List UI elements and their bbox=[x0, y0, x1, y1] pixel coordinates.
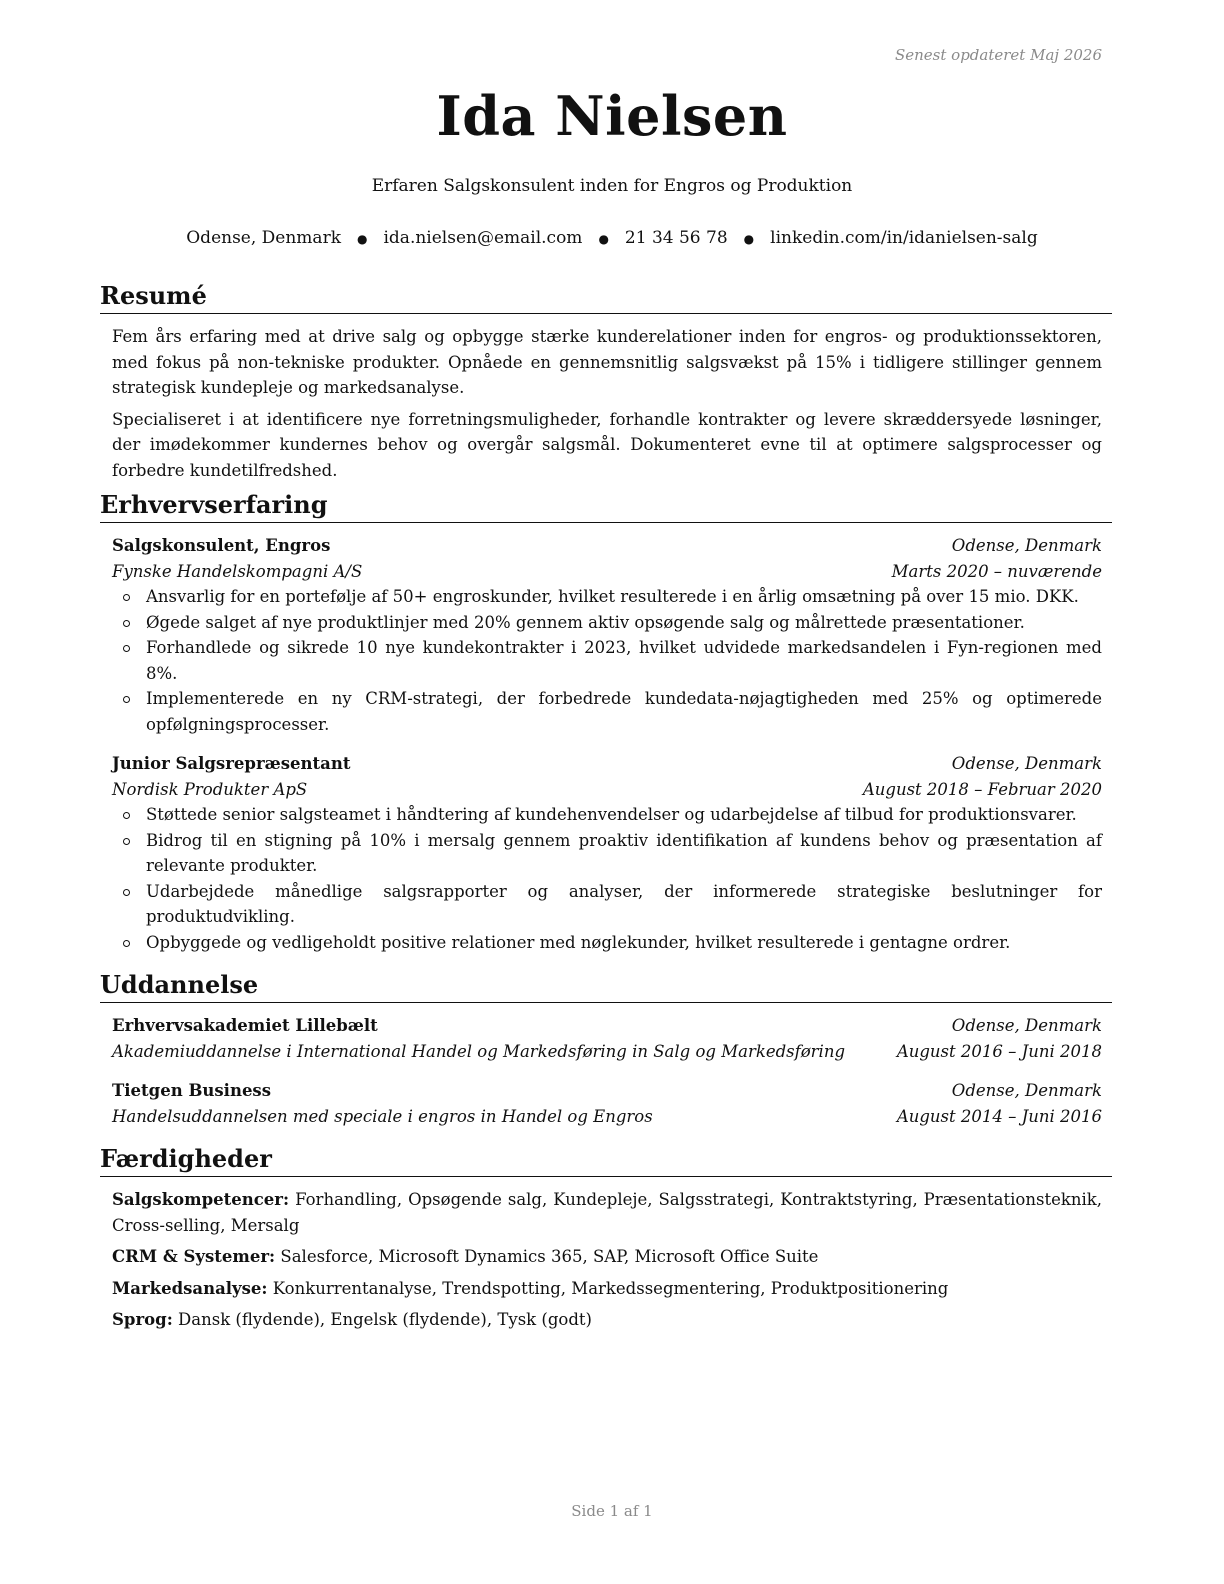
education-section bbox=[100, 969, 1112, 1129]
job-bullets bbox=[112, 584, 1102, 737]
job-entry bbox=[100, 751, 1112, 955]
skill-value: Konkurrentanalyse, Trendspotting, Markedssegmentering, Produktpositionering bbox=[272, 1278, 949, 1298]
job-role: Salgskonsulent, Engros bbox=[112, 536, 331, 555]
job-bullets bbox=[112, 802, 1102, 955]
job-entry bbox=[100, 533, 1112, 737]
education-subheader bbox=[112, 1039, 1102, 1065]
job-dates: August 2018 – Februar 2020 bbox=[862, 779, 1102, 799]
degree-name: Akademiuddannelse i International Handel og Markedsføring in Salg og Markedsføring bbox=[112, 1041, 846, 1061]
list-item: Opbyggede og vedligeholdt positive relationer med nøglekunder, hvilket resulterede i gentagne ordrer. bbox=[112, 930, 1102, 956]
section-title-experience: Erhvervserfaring bbox=[100, 489, 1112, 523]
job-header bbox=[112, 751, 1102, 777]
last-updated: Senest opdateret Maj 2026 bbox=[894, 46, 1102, 64]
list-item: Bidrog til en stigning på 10% i mersalg gennem proaktiv identifikation af kundens behov og præsentation af relevante produkter. bbox=[112, 828, 1102, 879]
separator-bullet-icon: ● bbox=[743, 231, 755, 246]
page-number: Side 1 af 1 bbox=[571, 1502, 653, 1520]
resume-content bbox=[100, 280, 1112, 1339]
summary-body bbox=[100, 324, 1112, 483]
separator-bullet-icon: ● bbox=[357, 231, 368, 246]
list-item: Udarbejdede månedlige salgsrapporter og analyser, der informerede strategiske beslutninger for produktudvikling. bbox=[112, 879, 1102, 930]
skill-value: Forhandling, Opsøgende salg, Kundepleje, Salgsstrategi, Kontraktstyring, Præsentationsteknik, Cross-selling, Mersalg bbox=[112, 1190, 1102, 1235]
job-header bbox=[112, 533, 1102, 559]
contact-linkedin[interactable]: linkedin.com/in/idanielsen-salg bbox=[770, 228, 1038, 248]
job-subheader bbox=[112, 559, 1102, 585]
skills-section bbox=[100, 1143, 1112, 1333]
section-title-skills: Færdigheder bbox=[100, 1143, 1112, 1177]
education-entry bbox=[100, 1013, 1112, 1064]
education-entry bbox=[100, 1078, 1112, 1129]
school-name: Erhvervsakademiet Lillebælt bbox=[112, 1016, 378, 1035]
school-location: Odense, Denmark bbox=[951, 1016, 1102, 1035]
skill-label: Salgskompetencer: bbox=[112, 1190, 290, 1209]
list-item: Ansvarlig for en portefølje af 50+ engroskunder, hvilket resulterede i en årlig omsætning på over 15 mio. DKK. bbox=[112, 584, 1102, 610]
skill-group bbox=[100, 1187, 1112, 1238]
section-title-education: Uddannelse bbox=[100, 969, 1112, 1003]
education-header bbox=[112, 1013, 1102, 1039]
skill-group bbox=[100, 1276, 1112, 1302]
section-title-summary: Resumé bbox=[100, 280, 1112, 314]
skill-value: Dansk (flydende), Engelsk (flydende), Tysk (godt) bbox=[178, 1310, 592, 1329]
experience-section bbox=[100, 489, 1112, 955]
candidate-name: Ida Nielsen bbox=[436, 84, 788, 148]
list-item: Øgede salget af nye produktlinjer med 20% gennem aktiv opsøgende salg og målrettede præsentationer. bbox=[112, 610, 1102, 636]
education-header bbox=[112, 1078, 1102, 1104]
job-company: Nordisk Produkter ApS bbox=[112, 779, 308, 799]
list-item: Forhandlede og sikrede 10 nye kundekontrakter i 2023, hvilket udvidede markedsandelen i Fyn-regionen med 8%. bbox=[112, 635, 1102, 686]
list-item: Støttede senior salgsteamet i håndtering af kundehenvendelser og udarbejdelse af tilbud for produktionsvarer. bbox=[112, 802, 1102, 828]
summary-paragraph: Fem års erfaring med at drive salg og opbygge stærke kunderelationer inden for engros- og produktionssektoren, med fokus på non-tekniske produkter. Opnåede en gennemsnitlig salgsvækst på 15% i tidligere stillinger gennem strategisk kundepleje og markedsanalyse. bbox=[112, 327, 1102, 397]
skill-group bbox=[100, 1307, 1112, 1333]
job-location: Odense, Denmark bbox=[951, 754, 1102, 773]
education-dates: August 2016 – Juni 2018 bbox=[896, 1041, 1102, 1061]
skill-label: Sprog: bbox=[112, 1310, 173, 1329]
job-dates: Marts 2020 – nuværende bbox=[891, 561, 1102, 581]
summary-section bbox=[100, 280, 1112, 483]
skill-group bbox=[100, 1244, 1112, 1270]
education-subheader bbox=[112, 1104, 1102, 1130]
contact-phone[interactable]: 21 34 56 78 bbox=[624, 228, 728, 248]
summary-paragraph: Specialiseret i at identificere nye forretningsmuligheder, forhandle kontrakter og levere skræddersyede løsninger, der imødekommer kundernes behov og overgår salgsmål. Dokumenteret evne til at optimere salgsprocesser og forbedre kundetilfredshed. bbox=[112, 409, 1102, 480]
school-name: Tietgen Business bbox=[112, 1081, 272, 1100]
skill-label: CRM & Systemer: bbox=[112, 1247, 276, 1266]
job-subheader bbox=[112, 777, 1102, 803]
contact-email[interactable]: ida.nielsen@email.com bbox=[383, 228, 583, 248]
job-location: Odense, Denmark bbox=[951, 536, 1102, 555]
separator-bullet-icon: ● bbox=[598, 231, 609, 246]
contact-location: Odense, Denmark bbox=[186, 228, 341, 248]
skill-label: Markedsanalyse: bbox=[112, 1278, 268, 1298]
job-role: Junior Salgsrepræsentant bbox=[112, 754, 351, 773]
education-dates: August 2014 – Juni 2016 bbox=[896, 1106, 1102, 1126]
job-company: Fynske Handelskompagni A/S bbox=[112, 561, 363, 581]
skill-value: Salesforce, Microsoft Dynamics 365, SAP, Microsoft Office Suite bbox=[280, 1247, 819, 1266]
tagline: Erfaren Salgskonsulent inden for Engros og Produktion bbox=[371, 176, 853, 196]
contact-line bbox=[0, 228, 1224, 248]
school-location: Odense, Denmark bbox=[951, 1081, 1102, 1100]
list-item: Implementerede en ny CRM-strategi, der forbedrede kundedata-nøjagtigheden med 25% og optimerede opfølgningsprocesser. bbox=[112, 686, 1102, 737]
degree-name: Handelsuddannelsen med speciale i engros in Handel og Engros bbox=[112, 1106, 653, 1126]
